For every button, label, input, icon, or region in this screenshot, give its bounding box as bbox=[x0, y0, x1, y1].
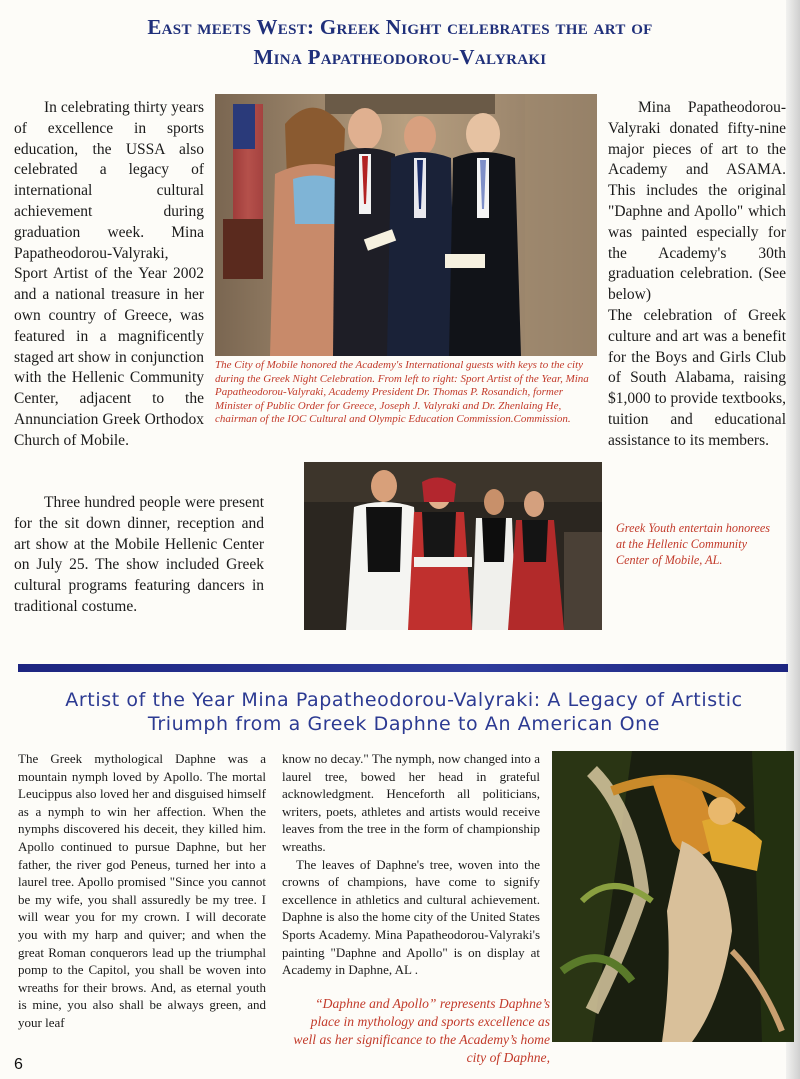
article-column-2-paragraph-1: know no decay." The nymph, now changed into a laurel tree, bowed her head in grateful acknowledgment. Henceforth all politicians, writers, poets, athletes and artists would receive leaves from the tree in the form of championship wreaths. bbox=[282, 751, 540, 854]
left-column-bottom bbox=[14, 493, 264, 618]
page-number: 6 bbox=[14, 1056, 23, 1073]
left-column-paragraph-2: Three hundred people were present for the sit down dinner, reception and art show at the Mobile Hellenic Center on July 25. The show included Greek cultural programs featuring dancers in traditional costume. bbox=[14, 494, 264, 615]
section-divider bbox=[18, 664, 788, 672]
left-column-paragraph-1: In celebrating thirty years of excellence in sports education, the USSA also celebrated a legacy of international cultural achievement during graduation week. Mina Papatheodorou-Valyraki, Sport Artist of the Year 2002 and a national treasure in her own country of Greece, was featured in a magnificently staged art show in conjunction with the Hellenic Community Center, adjacent to the Annunciation Greek Orthodox Church of Mobile. bbox=[14, 99, 204, 449]
article-column-2-paragraph-2: The leaves of Daphne's tree, woven into the crowns of champions, have come to signify excellence in athletics and cultural achievement. Daphne is also the home city of the United States Sports Academy. Mina Papatheodorou-Valyraki's painting "Daphne and Apollo" is on display at Academy in Daphne, AL . bbox=[282, 856, 540, 978]
right-column-paragraph-2: The celebration of Greek culture and art was a benefit for the Boys and Girls Club of South Alabama, raising $1,000 to provide textbooks, tuition and educational assistance to its members. bbox=[608, 306, 786, 449]
painting-daphne-and-apollo-illustration bbox=[552, 751, 794, 1042]
painting-caption: “Daphne and Apollo” represents Daphne’s place in mythology and sports excellence as well as her significance to the Academy’s home city of Daphne, bbox=[293, 996, 550, 1065]
painting-daphne-and-apollo bbox=[552, 751, 794, 1042]
headline-line-1: East meets West: Greek Night celebrates the art of bbox=[147, 15, 653, 39]
article-column-1 bbox=[18, 750, 266, 1032]
left-column-top bbox=[14, 98, 204, 452]
headline bbox=[60, 12, 740, 72]
photo-dancers-caption: Greek Youth entertain honorees at the Hellenic Community Center of Mobile, AL. bbox=[616, 521, 771, 567]
photo-keys-caption: The City of Mobile honored the Academy's International guests with keys to the city during the Greek Night Celebration. From left to right: Sport Artist of the Year, Mina Papatheodorou-Valyraki, Academy President Dr. Thomas P. Rosandich, former Minister of Public Order for Greece, Joseph J. Valyraki and Dr. Zhenlaing He, chairman of the IOC Cultural and Olympic Education Commission.Commission. bbox=[215, 359, 589, 426]
article-headline-line-2: Triumph from a Greek Daphne to An American One bbox=[147, 713, 661, 735]
headline-line-2: Mina Papatheodorou-Valyraki bbox=[253, 45, 547, 69]
article-column-2 bbox=[282, 750, 540, 979]
right-column-paragraph-1: Mina Papatheodorou-Valyraki donated fifty-nine major pieces of art to the Academy and ASAMA. This includes the original "Daphne and Apollo" which was painted especially for the Academy's 30th graduation celebration. (See below) bbox=[608, 99, 786, 304]
photo-keys-to-city-illustration bbox=[215, 94, 597, 356]
article-headline bbox=[14, 688, 794, 736]
photo-greek-dancers bbox=[304, 462, 602, 630]
article-column-1-text: The Greek mythological Daphne was a mountain nymph loved by Apollo. The mortal Leucippus also loved her and disguised himself as a nymph to win her affection. When the nymphs discovered his deceit, they killed him. Apollo continued to pursue Daphne, but her father, the river god Peneus, turned her into a laurel tree. Apollo promised "Since you cannot be my wife, you shall assuredly be my tree. I will wear you for my crown. I will decorate you with my harp and quiver; and when the great Roman conquerors lead up the triumphal pomp to the Capitol, you shall be woven into wreaths for their brows. And, as eternal youth is mine, you also shall be always green, and your leaf bbox=[18, 751, 266, 1030]
right-column bbox=[608, 98, 786, 452]
article-headline-line-1: Artist of the Year Mina Papatheodorou-Valyraki: A Legacy of Artistic bbox=[65, 689, 743, 711]
photo-greek-dancers-illustration bbox=[304, 462, 602, 630]
photo-keys-to-city bbox=[215, 94, 597, 356]
